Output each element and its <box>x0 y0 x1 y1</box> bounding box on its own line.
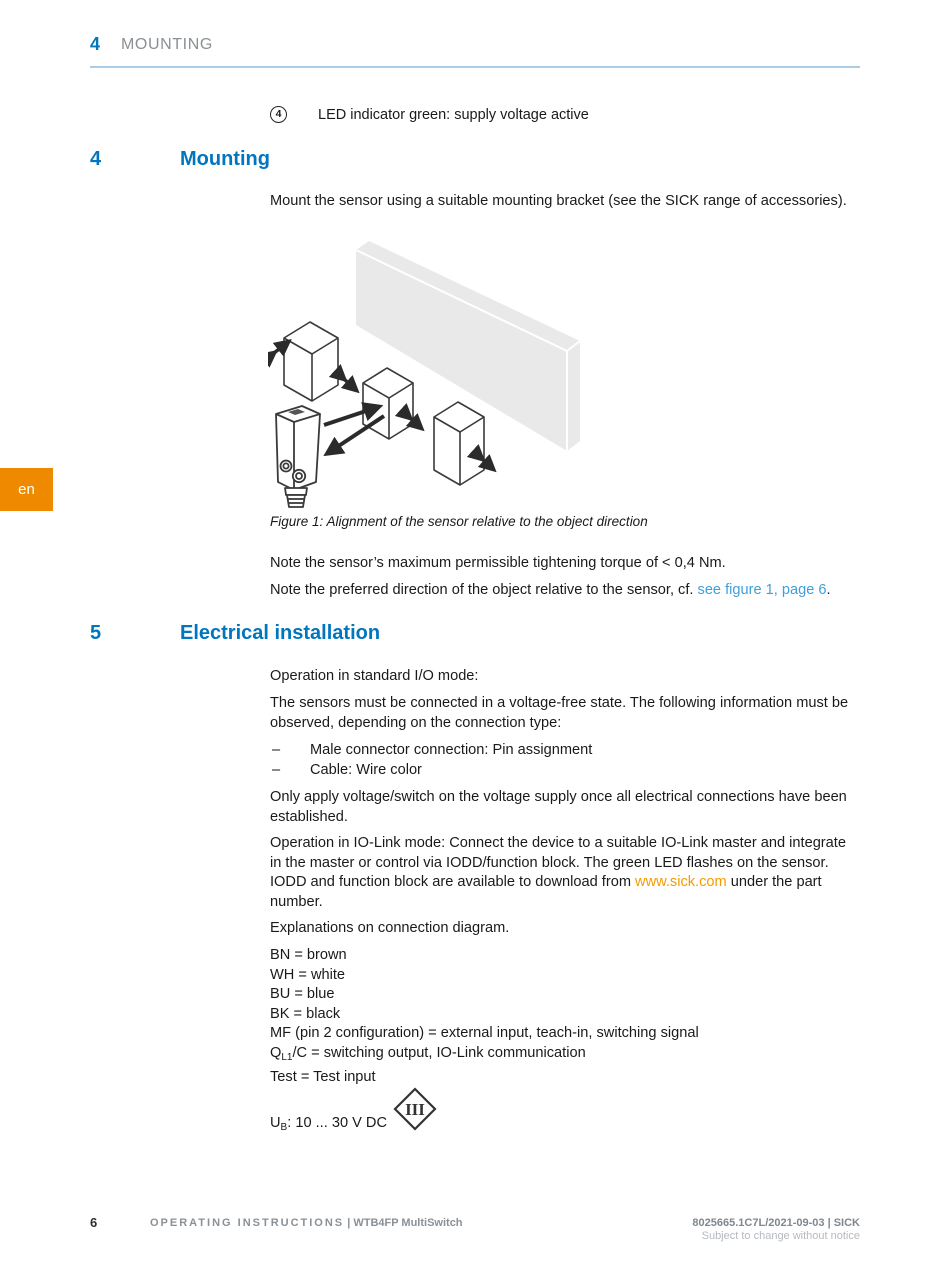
ub-subscript: B <box>280 1122 288 1133</box>
list-item <box>272 741 862 761</box>
figure-1-caption: Figure 1: Alignment of the sensor relative to the object direction <box>270 514 648 529</box>
q-output-line: $Q_{L1}/C$ = switching output, IO-Link communication <box>270 1044 586 1063</box>
svg-text:III: III <box>405 1100 425 1119</box>
section-4-intro: Mount the sensor using a suitable mounting bracket (see the SICK range of accessories). <box>270 193 847 209</box>
connection-type-list <box>272 741 862 780</box>
footer-page-number: 6 <box>90 1215 98 1230</box>
footer-document-title <box>150 1217 463 1229</box>
wire-legend-line: BN = brown <box>270 947 347 963</box>
section-4-heading <box>90 148 270 171</box>
object-box-left <box>284 322 338 401</box>
section-5-title: Electrical installation <box>180 622 381 644</box>
footer-separator: | <box>344 1217 354 1229</box>
section-5-heading <box>90 622 381 645</box>
sensor-connector <box>285 488 307 507</box>
footer-product-name: WTB4FP MultiSwitch <box>353 1217 463 1229</box>
running-header-chapter-number: 4 <box>90 34 101 54</box>
protection-class-3-icon <box>392 1086 438 1137</box>
figure-1-illustration <box>268 238 583 512</box>
io-link-paragraph <box>270 834 860 912</box>
language-tab-en: en <box>0 468 53 511</box>
explanations-line: Explanations on connection diagram. <box>270 920 510 936</box>
direction-note <box>270 581 860 601</box>
sensor-drawing <box>276 406 320 507</box>
list-item-text: Male connector connection: Pin assignment <box>310 742 593 758</box>
footer-doc-type: OPERATING INSTRUCTIONS <box>150 1217 345 1229</box>
io-link-text-end: under the part number. <box>270 874 822 910</box>
list-dash: – <box>272 742 281 758</box>
io-link-text: Operation in IO-Link mode: Connect the device to a suitable IO-Link master and integrate in the master or control via IODD/function block. The green LED flashes on the sensor. IODD and function block are available to download from <box>270 835 846 890</box>
wire-legend-line: MF (pin 2 configuration) = external input, teach-in, switching signal <box>270 1025 699 1042</box>
torque-note: Note the sensor’s maximum permissible tightening torque of < 0,4 Nm. <box>270 555 726 571</box>
list-item <box>272 761 862 781</box>
object-box-middle <box>363 368 413 439</box>
wire-legend-line: BK = black <box>270 1005 341 1022</box>
section-4-title: Mounting <box>180 148 270 170</box>
list-item-text: Cable: Wire color <box>310 761 422 778</box>
sick-website-link[interactable]: www.sick.com <box>635 874 727 890</box>
apply-voltage-paragraph: Only apply voltage/switch on the voltage supply once all electrical connections have been established. <box>270 789 847 825</box>
footer-part-number: 8025665.1C7L/2021-09-03 | SICK <box>692 1217 860 1229</box>
wire-legend-line: WH = white <box>270 966 346 983</box>
supply-voltage-line: $U_B$: 10 ... 30 V DC <box>270 1115 387 1133</box>
object-box-right <box>434 402 484 485</box>
standard-io-mode-line: Operation in standard I/O mode: <box>270 668 479 684</box>
running-header-chapter-title: MOUNTING <box>121 36 213 53</box>
direction-note-text: Note the preferred direction of the object relative to the sensor, cf. <box>270 582 698 598</box>
voltage-free-paragraph: The sensors must be connected in a voltage-free state. The following information must be observed, depending on the connection type: <box>270 695 849 731</box>
legend-item-text: LED indicator green: supply voltage active <box>318 106 589 123</box>
section-5-number: 5 <box>90 622 102 644</box>
wire-legend-line: BU = blue <box>270 986 335 1003</box>
section-4-number: 4 <box>90 148 102 170</box>
footer-document-meta <box>692 1217 860 1242</box>
direction-note-period: . <box>826 582 831 598</box>
figure-1-svg <box>268 238 583 512</box>
wire-color-legend <box>270 946 890 1087</box>
legend-item-4 <box>270 106 589 123</box>
footer-change-notice: Subject to change without notice <box>701 1230 860 1242</box>
test-input-line: Test = Test input <box>270 1068 376 1085</box>
header-rule <box>90 66 860 68</box>
figure-1-cross-reference-link[interactable]: see figure 1, page 6 <box>697 582 827 598</box>
circled-number-4: 4 <box>270 106 287 123</box>
q-subscript: L1 <box>281 1051 293 1063</box>
list-dash: – <box>272 761 281 778</box>
